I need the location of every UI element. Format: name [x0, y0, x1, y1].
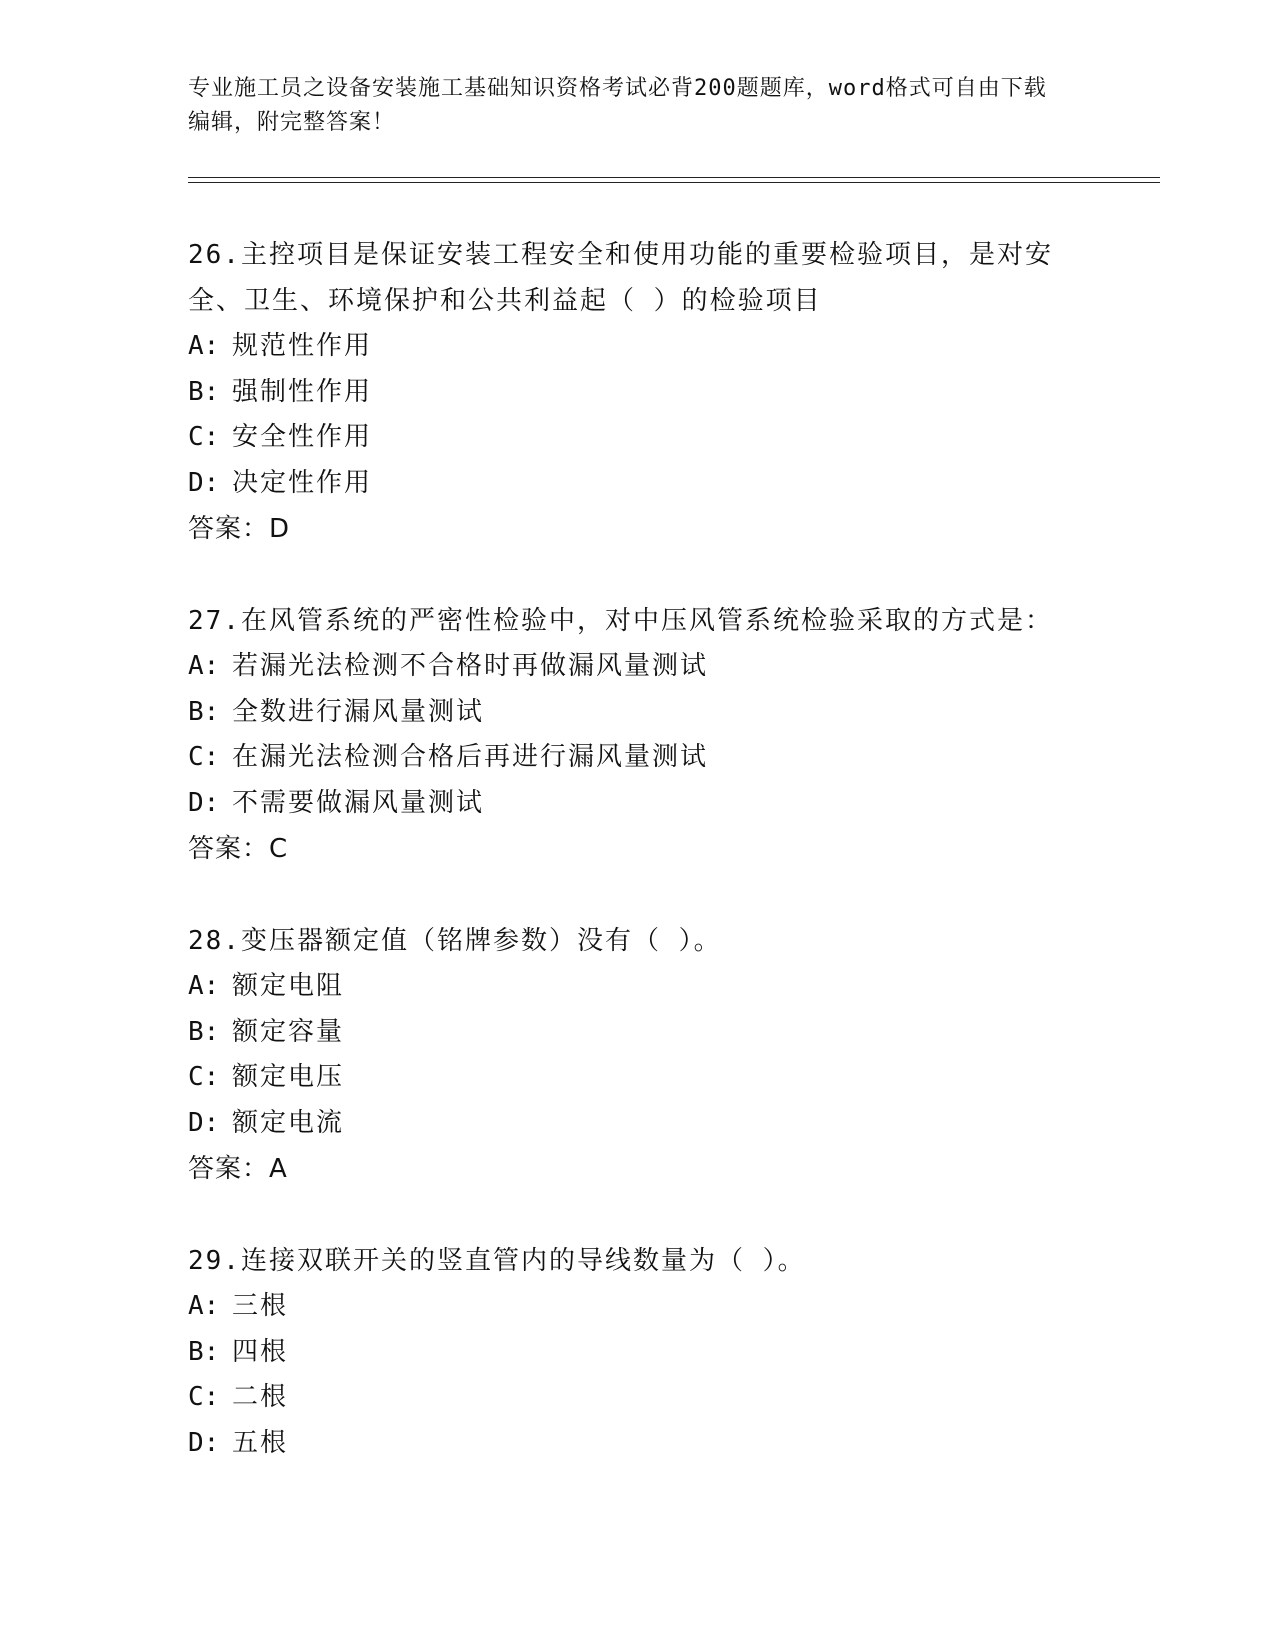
option-text: 在漏光法检测合格后再进行漏风量测试 — [232, 742, 709, 772]
option-text: 二根 — [232, 1382, 289, 1412]
answer-line: 答案：D — [188, 514, 291, 544]
option-text: 三根 — [232, 1291, 289, 1321]
option-letter: D: — [188, 787, 220, 818]
option-text: 安全性作用 — [232, 422, 373, 452]
option-text: 额定容量 — [232, 1016, 345, 1047]
option-d — [188, 781, 1088, 827]
option-text: 不需要做漏风量测试 — [232, 787, 485, 818]
option-d — [188, 1421, 1088, 1467]
option-letter: D: — [188, 1427, 220, 1458]
option-c — [188, 1055, 1088, 1101]
option-text: 规范性作用 — [232, 331, 373, 361]
answer-line: 答案：A — [188, 1154, 288, 1184]
question-item — [188, 598, 1088, 872]
question-text: 29.连接双联开关的竖直管内的导线数量为（ ）。 — [188, 1246, 806, 1276]
option-letter: B: — [188, 1336, 220, 1367]
option-letter: B: — [188, 1016, 220, 1047]
option-a — [188, 324, 1088, 370]
option-c — [188, 415, 1088, 461]
question-text: 28.变压器额定值（铭牌参数）没有（ ）。 — [188, 926, 722, 956]
answer-line: 答案：C — [188, 834, 289, 864]
option-a — [188, 644, 1088, 690]
option-d — [188, 461, 1088, 507]
option-b — [188, 1010, 1088, 1056]
question-list — [188, 232, 1088, 1512]
option-letter: D: — [188, 467, 220, 498]
option-letter: C: — [188, 742, 220, 772]
option-letter: C: — [188, 1382, 220, 1412]
header-rule-bottom — [188, 182, 1160, 183]
question-text: 26.主控项目是保证安装工程安全和使用功能的重要检验项目，是对安全、卫生、环境保护和公共利益起（ ）的检验项目 — [188, 240, 1053, 316]
option-c — [188, 1375, 1088, 1421]
option-text: 强制性作用 — [232, 376, 373, 407]
option-b — [188, 370, 1088, 416]
option-d — [188, 1101, 1088, 1147]
question-item — [188, 232, 1088, 552]
option-c — [188, 735, 1088, 781]
option-letter: B: — [188, 376, 220, 407]
option-letter: D: — [188, 1107, 220, 1138]
question-text: 27.在风管系统的严密性检验中，对中压风管系统检验采取的方式是： — [188, 606, 1053, 636]
option-letter: B: — [188, 696, 220, 727]
question-item — [188, 1238, 1088, 1466]
option-text: 四根 — [232, 1336, 289, 1367]
document-header: 专业施工员之设备安装施工基础知识资格考试必背200题题库，word格式可自由下载编辑，附完整答案！ — [188, 76, 1047, 135]
option-letter: A: — [188, 971, 220, 1001]
option-text: 额定电阻 — [232, 971, 345, 1001]
option-text: 额定电流 — [232, 1107, 345, 1138]
option-b — [188, 690, 1088, 736]
question-item — [188, 918, 1088, 1192]
option-letter: C: — [188, 1062, 220, 1092]
option-b — [188, 1330, 1088, 1376]
option-text: 全数进行漏风量测试 — [232, 696, 485, 727]
option-letter: A: — [188, 1291, 220, 1321]
option-text: 额定电压 — [232, 1062, 345, 1092]
header-rule-top — [188, 177, 1160, 178]
option-text: 决定性作用 — [232, 467, 373, 498]
option-a — [188, 964, 1088, 1010]
option-letter: A: — [188, 651, 220, 681]
option-text: 五根 — [232, 1427, 289, 1458]
option-letter: A: — [188, 331, 220, 361]
option-a — [188, 1284, 1088, 1330]
option-text: 若漏光法检测不合格时再做漏风量测试 — [232, 651, 709, 681]
option-letter: C: — [188, 422, 220, 452]
